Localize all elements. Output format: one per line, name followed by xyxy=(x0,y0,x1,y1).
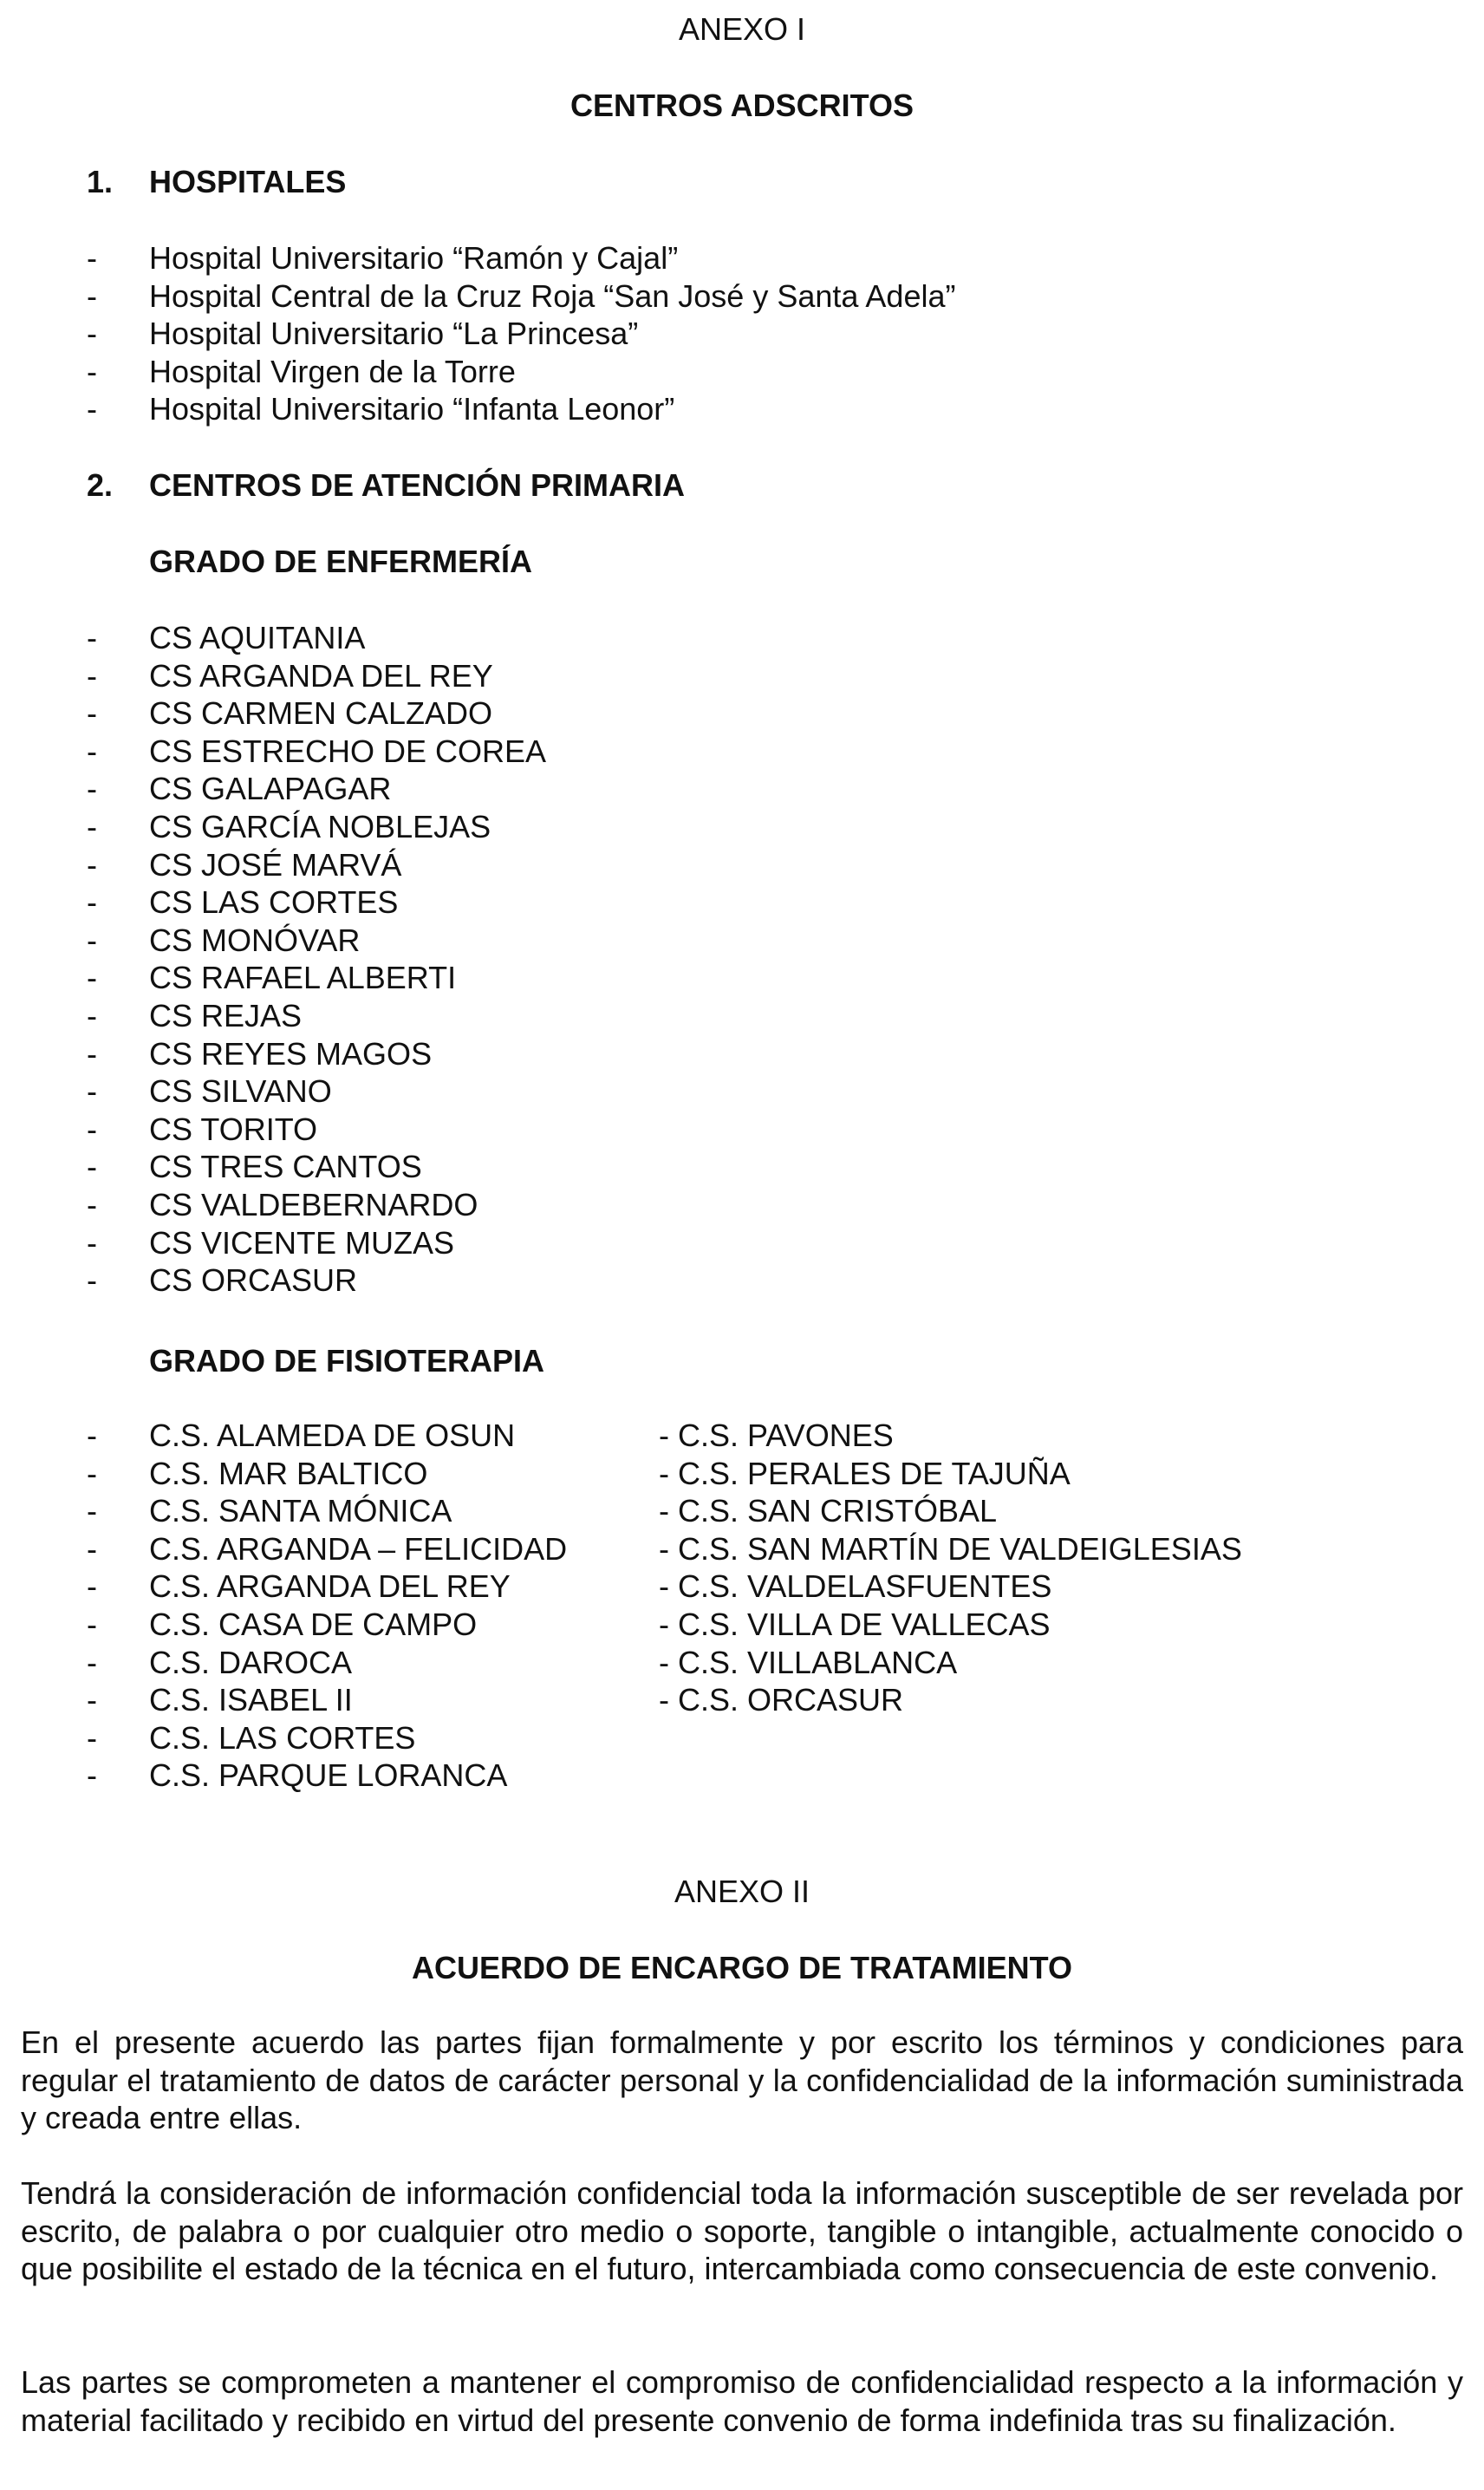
list-item: - C.S. LAS CORTES xyxy=(87,1719,416,1756)
list-item: - Hospital Virgen de la Torre xyxy=(87,353,516,389)
dash: - xyxy=(87,1224,97,1261)
physio-centers-list-right xyxy=(659,1417,1439,1719)
dash: - xyxy=(87,808,97,844)
list-item: - C.S. ARGANDA – FELICIDAD xyxy=(87,1530,568,1567)
dash: - xyxy=(87,353,97,389)
list-item: - CS GARCÍA NOBLEJAS xyxy=(87,808,491,844)
dash: - xyxy=(87,846,97,883)
section-title: CENTROS DE ATENCIÓN PRIMARIA xyxy=(149,467,686,503)
list-item: - C.S. DAROCA xyxy=(87,1644,353,1680)
dash: - xyxy=(87,884,97,921)
list-item: - CS ESTRECHO DE COREA xyxy=(87,733,547,769)
list-item: - C.S. SAN MARTÍN DE VALDEIGLESIAS xyxy=(659,1530,1242,1567)
dash: - xyxy=(87,1493,97,1529)
list-item: - C.S. CASA DE CAMPO xyxy=(87,1606,478,1642)
dash: - xyxy=(87,657,97,694)
list-item: - CS JOSÉ MARVÁ xyxy=(87,846,402,883)
dash: - xyxy=(87,1530,97,1567)
list-item: - C.S. PERALES DE TAJUÑA xyxy=(659,1455,1071,1491)
nursing-centers-list xyxy=(21,619,1463,1300)
dash: - xyxy=(87,1186,97,1222)
list-item: - CS SILVANO xyxy=(87,1073,332,1110)
list-item: - CS REJAS xyxy=(87,997,303,1033)
dash: - xyxy=(87,1568,97,1605)
dash: - xyxy=(87,277,97,314)
section-number: 2. xyxy=(87,467,114,503)
list-item: - CS LAS CORTES xyxy=(87,884,399,921)
dash: - xyxy=(87,1035,97,1072)
list-item: - C.S. ALAMEDA DE OSUN xyxy=(87,1418,516,1453)
list-item: - CS MONÓVAR xyxy=(87,922,361,958)
dash: - xyxy=(87,960,97,996)
list-item: - CS TORITO xyxy=(87,1111,318,1147)
annex2-title: ANEXO II xyxy=(674,1874,810,1909)
list-item: - C.S. PARQUE LORANCA xyxy=(87,1757,508,1794)
list-item: - C.S. VILLA DE VALLECAS xyxy=(659,1606,1051,1642)
dash: - xyxy=(87,1455,97,1491)
dash: - xyxy=(87,1418,97,1453)
dash: - xyxy=(87,1149,97,1185)
list-item: - C.S. SANTA MÓNICA xyxy=(87,1493,452,1529)
list-item: - CS TRES CANTOS xyxy=(87,1149,422,1185)
hospitals-list xyxy=(21,239,1463,428)
list-item: - CS VALDEBERNARDO xyxy=(87,1186,478,1222)
list-item: - CS GALAPAGAR xyxy=(87,771,392,807)
physio-centers-list-left xyxy=(21,1417,680,1795)
list-item: - Hospital Central de la Cruz Roja “San José y Santa Adela” xyxy=(87,277,956,314)
dash: - xyxy=(87,1111,97,1147)
list-item: - CS CARMEN CALZADO xyxy=(87,695,493,732)
annex2-heading: ACUERDO DE ENCARGO DE TRATAMIENTO xyxy=(411,1950,1072,1985)
list-item: - C.S. ORCASUR xyxy=(659,1682,904,1718)
dash: - xyxy=(87,922,97,958)
dash: - xyxy=(87,1262,97,1299)
list-item: - C.S. MAR BALTICO xyxy=(87,1455,428,1491)
section-number: 1. xyxy=(87,164,114,199)
dash: - xyxy=(87,997,97,1033)
list-item: - Hospital Universitario “Ramón y Cajal” xyxy=(87,240,679,276)
list-item: - Hospital Universitario “Infanta Leonor” xyxy=(87,391,675,427)
dash: - xyxy=(87,1682,97,1718)
list-item: - CS REYES MAGOS xyxy=(87,1035,433,1072)
dash: - xyxy=(87,1606,97,1642)
dash: - xyxy=(87,1719,97,1756)
list-item: - C.S. VALDELASFUENTES xyxy=(659,1568,1052,1605)
annex1-heading: CENTROS ADSCRITOS xyxy=(570,88,914,123)
list-item: - CS ORCASUR xyxy=(87,1262,358,1299)
paragraph: En el presente acuerdo las partes fijan formalmente y por escrito los términos y condiciones para regular el tratamiento de datos de carácter personal y la confidencialidad de la información suministrada y creada entre ellas. xyxy=(21,2024,1463,2136)
dash: - xyxy=(87,1073,97,1110)
section-title: HOSPITALES xyxy=(149,164,347,199)
list-item: - C.S. ISABEL II xyxy=(87,1682,353,1718)
paragraph: Las partes se comprometen a mantener el compromiso de confidencialidad respecto a la información y material facilitado y recibido en virtud del presente convenio de forma indefinida tras su finalización. xyxy=(21,2364,1463,2438)
paragraph: Tendrá la consideración de información confidencial toda la información susceptible de ser revelada por escrito, de palabra o por cualquier otro medio o soporte, tangible o intangible, actualmente conocido o que posibilite el estado de la técnica en el futuro, intercambiada como consecuencia de este convenio. xyxy=(21,2175,1463,2287)
list-item: - C.S. ARGANDA DEL REY xyxy=(87,1568,511,1605)
list-item: - CS RAFAEL ALBERTI xyxy=(87,960,457,996)
dash: - xyxy=(87,620,97,655)
subheading-fisioterapia: GRADO DE FISIOTERAPIA xyxy=(149,1343,545,1379)
dash: - xyxy=(87,771,97,807)
list-item: - CS ARGANDA DEL REY xyxy=(87,657,493,694)
list-item: - CS VICENTE MUZAS xyxy=(87,1224,455,1261)
list-item: - C.S. VILLABLANCA xyxy=(659,1644,958,1680)
list-item: - Hospital Universitario “La Princesa” xyxy=(87,316,639,352)
subheading-enfermeria: GRADO DE ENFERMERÍA xyxy=(149,544,533,579)
dash: - xyxy=(87,1757,97,1794)
dash: - xyxy=(87,695,97,732)
dash: - xyxy=(87,1644,97,1680)
list-item: - C.S. PAVONES xyxy=(659,1418,894,1453)
dash: - xyxy=(87,240,97,276)
list-item: - C.S. SAN CRISTÓBAL xyxy=(659,1493,998,1529)
annex1-title: ANEXO I xyxy=(678,11,806,47)
dash: - xyxy=(87,733,97,769)
dash: - xyxy=(87,316,97,352)
list-item: - CS AQUITANIA xyxy=(87,620,366,655)
dash: - xyxy=(87,391,97,427)
